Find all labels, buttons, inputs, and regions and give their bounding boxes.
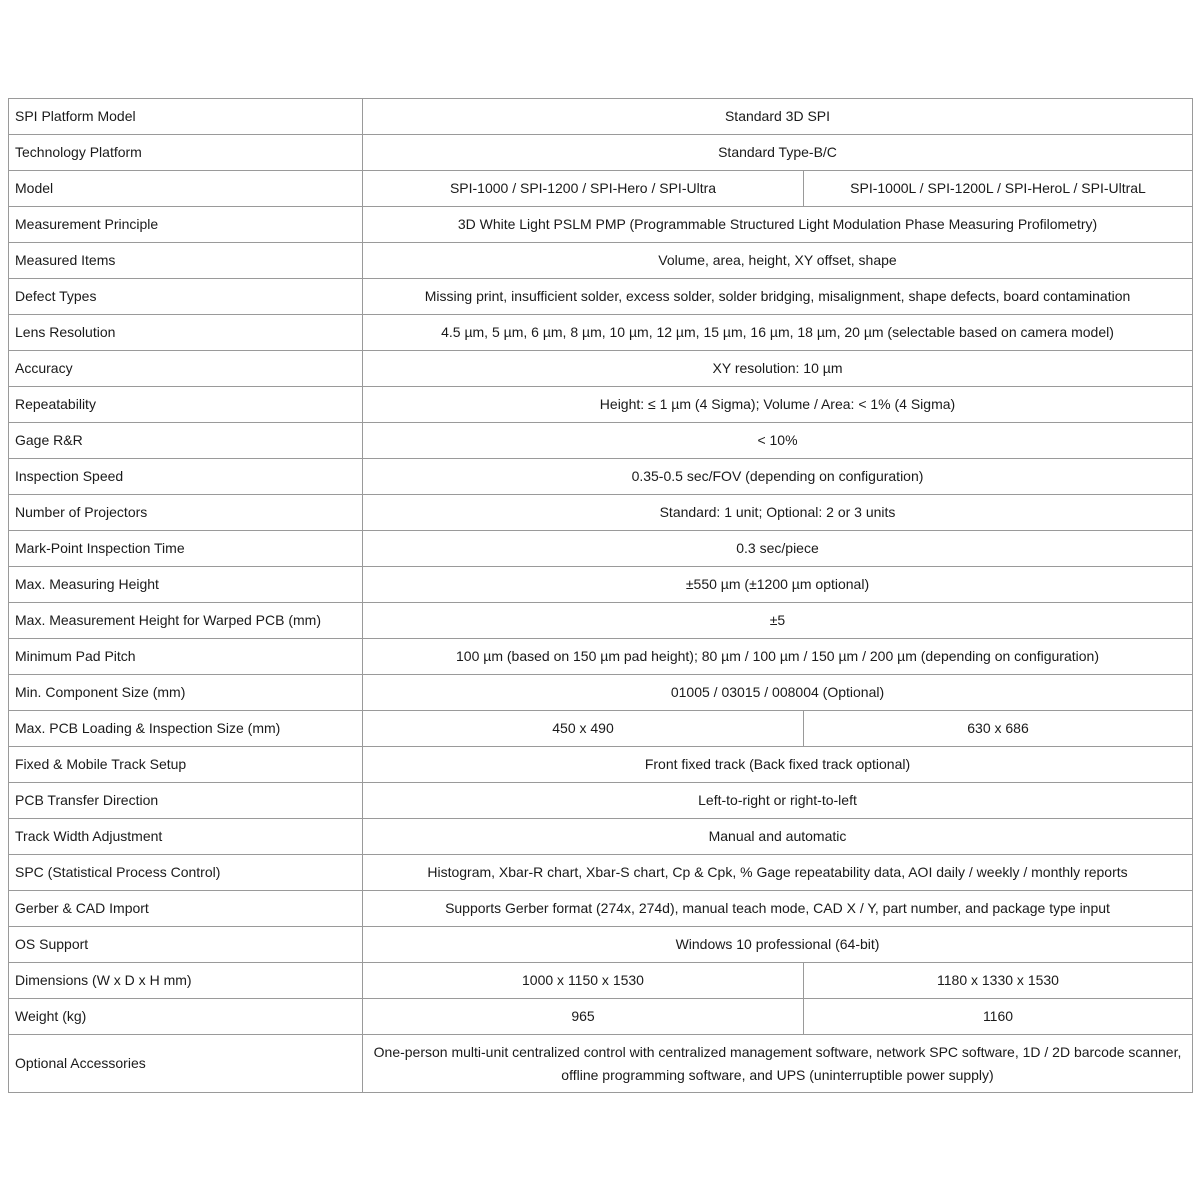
spec-value: Height: ≤ 1 µm (4 Sigma); Volume / Area: < 1% (4 Sigma) — [363, 387, 1193, 423]
spec-label: Measurement Principle — [9, 207, 363, 243]
spec-label: Technology Platform — [9, 135, 363, 171]
spec-label: Max. Measurement Height for Warped PCB (mm) — [9, 603, 363, 639]
spec-label: Model — [9, 171, 363, 207]
spec-row — [9, 459, 1193, 495]
spec-row — [9, 1035, 1193, 1093]
spec-label: Minimum Pad Pitch — [9, 639, 363, 675]
spec-row — [9, 891, 1193, 927]
spec-row — [9, 747, 1193, 783]
spec-label: Inspection Speed — [9, 459, 363, 495]
spec-label: Number of Projectors — [9, 495, 363, 531]
spec-value: Manual and automatic — [363, 819, 1193, 855]
spec-row — [9, 927, 1193, 963]
spec-label: Gage R&R — [9, 423, 363, 459]
spec-label: Track Width Adjustment — [9, 819, 363, 855]
spec-value: 0.3 sec/piece — [363, 531, 1193, 567]
spec-row — [9, 315, 1193, 351]
spec-value: 4.5 µm, 5 µm, 6 µm, 8 µm, 10 µm, 12 µm, 15 µm, 16 µm, 18 µm, 20 µm (selectable based on camera model) — [363, 315, 1193, 351]
spec-value-large: 1160 — [804, 999, 1193, 1035]
spec-label: Mark-Point Inspection Time — [9, 531, 363, 567]
spec-value: 01005 / 03015 / 008004 (Optional) — [363, 675, 1193, 711]
spec-value: One-person multi-unit centralized control with centralized management software, network SPC software, 1D / 2D barcode scanner, offline programming software, and UPS (uninterruptible power supply) — [363, 1035, 1193, 1093]
spec-label: PCB Transfer Direction — [9, 783, 363, 819]
spec-label: Repeatability — [9, 387, 363, 423]
spec-label: Measured Items — [9, 243, 363, 279]
spec-table-body — [9, 99, 1193, 1093]
spec-row — [9, 495, 1193, 531]
spec-value: Histogram, Xbar-R chart, Xbar-S chart, Cp & Cpk, % Gage repeatability data, AOI daily / weekly / monthly reports — [363, 855, 1193, 891]
spec-value-large: 630 x 686 — [804, 711, 1193, 747]
spec-row — [9, 207, 1193, 243]
spec-value: Volume, area, height, XY offset, shape — [363, 243, 1193, 279]
spec-value: < 10% — [363, 423, 1193, 459]
spec-value: Windows 10 professional (64-bit) — [363, 927, 1193, 963]
spec-label: Max. PCB Loading & Inspection Size (mm) — [9, 711, 363, 747]
spec-value: XY resolution: 10 µm — [363, 351, 1193, 387]
spec-value: Left-to-right or right-to-left — [363, 783, 1193, 819]
spec-row — [9, 135, 1193, 171]
spec-value: ±5 — [363, 603, 1193, 639]
spec-row — [9, 855, 1193, 891]
spec-row — [9, 567, 1193, 603]
spec-value-standard: 1000 x 1150 x 1530 — [363, 963, 804, 999]
spec-row — [9, 639, 1193, 675]
spec-label: Accuracy — [9, 351, 363, 387]
spec-row — [9, 423, 1193, 459]
spec-value-standard: 965 — [363, 999, 804, 1035]
spec-label: SPI Platform Model — [9, 99, 363, 135]
spec-value: Front fixed track (Back fixed track optional) — [363, 747, 1193, 783]
spec-value: Supports Gerber format (274x, 274d), manual teach mode, CAD X / Y, part number, and package type input — [363, 891, 1193, 927]
spec-row — [9, 963, 1193, 999]
spec-label: Fixed & Mobile Track Setup — [9, 747, 363, 783]
spec-label: OS Support — [9, 927, 363, 963]
spec-row — [9, 171, 1193, 207]
spec-row — [9, 711, 1193, 747]
spec-row — [9, 279, 1193, 315]
spec-value: Standard: 1 unit; Optional: 2 or 3 units — [363, 495, 1193, 531]
spec-label: Dimensions (W x D x H mm) — [9, 963, 363, 999]
spec-row — [9, 387, 1193, 423]
spec-value: Standard Type-B/C — [363, 135, 1193, 171]
spec-row — [9, 675, 1193, 711]
spec-value: 3D White Light PSLM PMP (Programmable Structured Light Modulation Phase Measuring Profilometry) — [363, 207, 1193, 243]
spec-row — [9, 99, 1193, 135]
spec-value-standard: 450 x 490 — [363, 711, 804, 747]
spec-value: Missing print, insufficient solder, excess solder, solder bridging, misalignment, shape defects, board contamination — [363, 279, 1193, 315]
spec-row — [9, 351, 1193, 387]
spec-row — [9, 783, 1193, 819]
spec-value: ±550 µm (±1200 µm optional) — [363, 567, 1193, 603]
spec-label: Gerber & CAD Import — [9, 891, 363, 927]
spec-value: 0.35-0.5 sec/FOV (depending on configuration) — [363, 459, 1193, 495]
spec-label: Optional Accessories — [9, 1035, 363, 1093]
spec-table — [8, 98, 1193, 1093]
spec-label: Min. Component Size (mm) — [9, 675, 363, 711]
spec-row — [9, 603, 1193, 639]
spec-label: Weight (kg) — [9, 999, 363, 1035]
spec-row — [9, 819, 1193, 855]
spec-row — [9, 999, 1193, 1035]
spec-label: Max. Measuring Height — [9, 567, 363, 603]
spec-value-standard: SPI-1000 / SPI-1200 / SPI-Hero / SPI-Ultra — [363, 171, 804, 207]
spec-row — [9, 531, 1193, 567]
spec-row — [9, 243, 1193, 279]
spec-value: Standard 3D SPI — [363, 99, 1193, 135]
spec-label: SPC (Statistical Process Control) — [9, 855, 363, 891]
spec-value: 100 µm (based on 150 µm pad height); 80 µm / 100 µm / 150 µm / 200 µm (depending on configuration) — [363, 639, 1193, 675]
spec-label: Defect Types — [9, 279, 363, 315]
spec-value-large: 1180 x 1330 x 1530 — [804, 963, 1193, 999]
spec-label: Lens Resolution — [9, 315, 363, 351]
spec-value-large: SPI-1000L / SPI-1200L / SPI-HeroL / SPI-UltraL — [804, 171, 1193, 207]
